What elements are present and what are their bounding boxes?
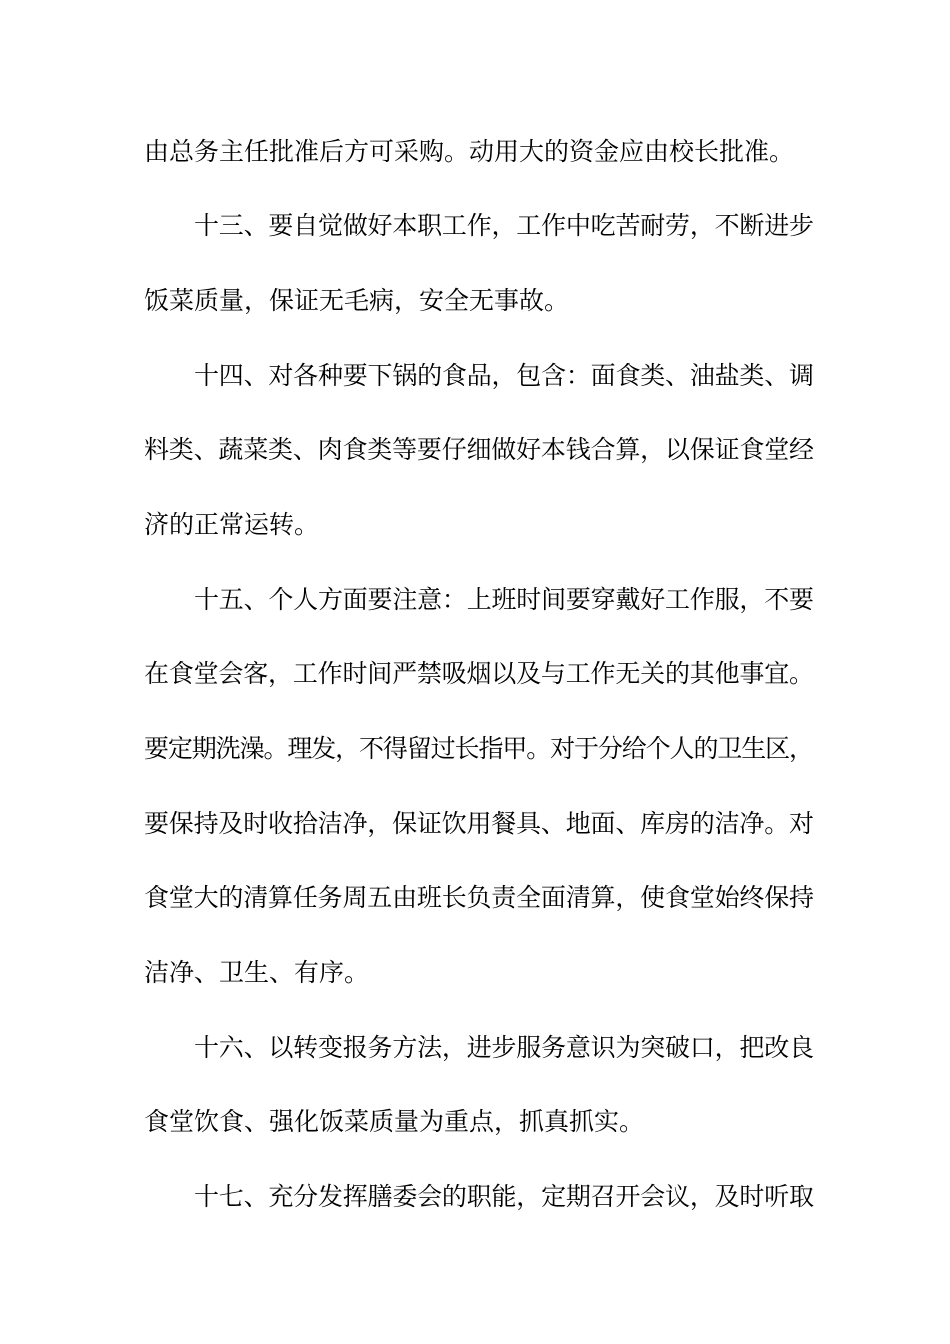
paragraph-14-line-3: 济的正常运转。 bbox=[144, 510, 320, 539]
paragraph-15-line-1: 十五、个人方面要注意：上班时间要穿戴好工作服，不要 bbox=[194, 585, 814, 614]
paragraph-15-line-2: 在食堂会客，工作时间严禁吸烟以及与工作无关的其他事宜。 bbox=[144, 659, 814, 688]
paragraph-16-line-1: 十六、以转变报务方法，进步服务意识为突破口，把改良 bbox=[194, 1033, 814, 1062]
paragraph-13-line-1: 十三、要自觉做好本职工作，工作中吃苦耐劳，不断进步 bbox=[194, 211, 814, 240]
paragraph-16-line-2: 食堂饮食、强化饭菜质量为重点，抓真抓实。 bbox=[144, 1107, 645, 1136]
paragraph-14-line-1: 十四、对各种要下锅的食品，包含：面食类、油盐类、调 bbox=[194, 361, 814, 390]
paragraph-17-line-1: 十七、充分发挥膳委会的职能，定期召开会议，及时听取 bbox=[194, 1182, 814, 1211]
paragraph-15-line-4: 要保持及时收拾洁净，保证饮用餐具、地面、库房的洁净。对 bbox=[144, 809, 814, 838]
paragraph-13-line-2: 饭菜质量，保证无毛病，安全无事故。 bbox=[144, 286, 570, 315]
text-line-1: 由总务主任批准后方可采购。动用大的资金应由校长批准。 bbox=[144, 137, 795, 166]
paragraph-15-line-6: 洁净、卫生、有序。 bbox=[144, 958, 370, 987]
paragraph-15-line-3: 要定期洗澡。理发，不得留过长指甲。对于分给个人的卫生区， bbox=[144, 734, 813, 763]
paragraph-14-line-2: 料类、蔬菜类、肉食类等要仔细做好本钱合算，以保证食堂经 bbox=[144, 435, 814, 464]
paragraph-15-line-5: 食堂大的清算任务周五由班长负责全面清算，使食堂始终保持 bbox=[144, 883, 814, 912]
